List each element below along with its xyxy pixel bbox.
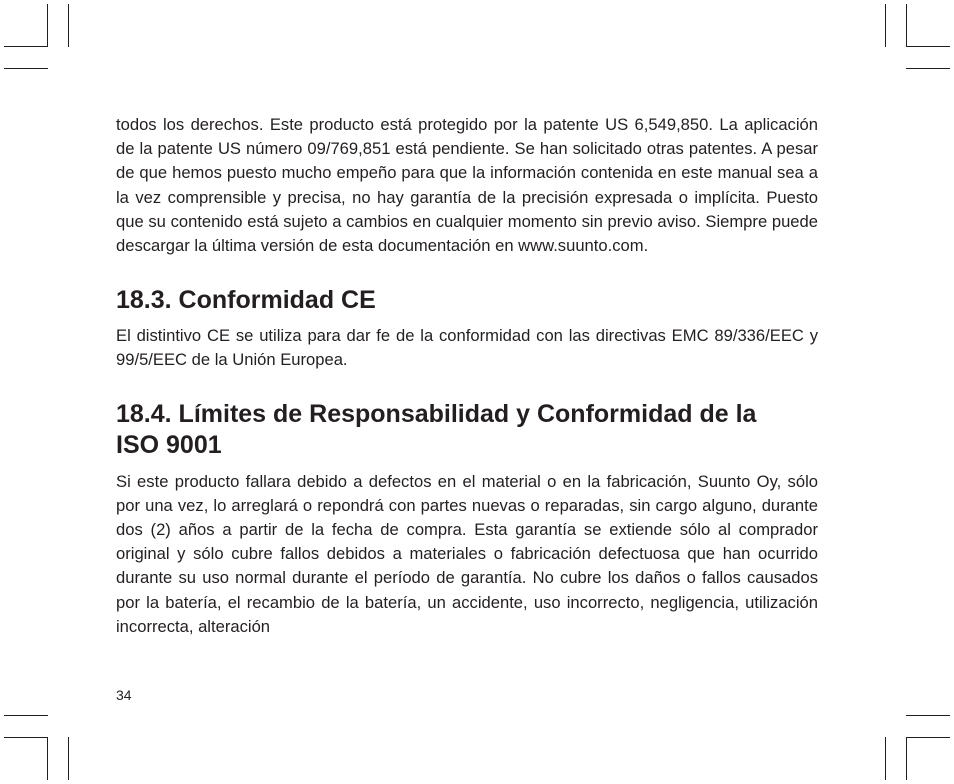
page-number: 34 <box>116 687 132 703</box>
crop-mark-bottom-left-horizontal-outer <box>4 715 48 716</box>
crop-mark-bottom-left-vertical-outer <box>68 737 69 780</box>
crop-mark-top-left-horizontal-inner <box>4 46 48 47</box>
crop-mark-bottom-right-vertical-outer <box>885 737 886 780</box>
crop-mark-top-right-vertical-outer <box>885 4 886 47</box>
crop-mark-top-left-vertical-inner <box>47 4 48 47</box>
intro-paragraph: todos los derechos. Este producto está protegido por la patente US 6,549,850. La aplicación de la patente US número 09/769,851 está pendiente. Se han solicitado otras patentes. A pesar de que hemos puesto mucho empeño para que la información contenida en este manual sea a la vez comprensible y precisa, no hay garantía de la precisión expresada o implícita. Puesto que su contenido está sujeto a cambios en cualquier momento sin previo aviso. Siempre puede descargar la última versión de esta documentación en www.suunto.com. <box>116 115 818 256</box>
crop-mark-top-right-vertical-inner <box>906 4 907 47</box>
section-heading-iso: 18.4. Límites de Responsabilidad y Conformidad de la ISO 9001 <box>116 399 757 459</box>
crop-mark-top-left-vertical-outer <box>68 4 69 47</box>
crop-mark-top-right-horizontal-inner <box>906 46 950 47</box>
crop-mark-bottom-right-horizontal-inner <box>906 737 950 738</box>
section-body-ce: El distintivo CE se utiliza para dar fe de la conformidad con las directivas EMC 89/336/EEC y 99/5/EEC de la Unión Europea. <box>116 326 818 370</box>
crop-mark-bottom-right-horizontal-outer <box>906 715 950 716</box>
page-content <box>116 113 818 639</box>
crop-mark-top-right-horizontal-outer <box>906 68 950 69</box>
section-body-iso: Si este producto fallara debido a defectos en el material o en la fabricación, Suunto Oy, sólo por una vez, lo arreglará o repondrá con partes nuevas o reparadas, sin cargo alguno, durante dos (2) años a partir de la fecha de compra. Esta garantía se extiende sólo al comprador original y sólo cubre fallos debidos a materiales o fabricación defectuosa que han ocurrido durante su uso normal durante el período de garantía. No cubre los daños o fallos causados por la batería, el recambio de la batería, un accidente, uso incorrecto, negligencia, utilización incorrecta, alteración <box>116 471 818 636</box>
crop-mark-bottom-right-vertical-inner <box>906 737 907 780</box>
crop-mark-bottom-left-horizontal-inner <box>4 737 48 738</box>
crop-mark-top-left-horizontal-outer <box>4 68 48 69</box>
crop-mark-bottom-left-vertical-inner <box>47 737 48 780</box>
section-heading-ce: 18.3. Conformidad CE <box>116 286 376 315</box>
